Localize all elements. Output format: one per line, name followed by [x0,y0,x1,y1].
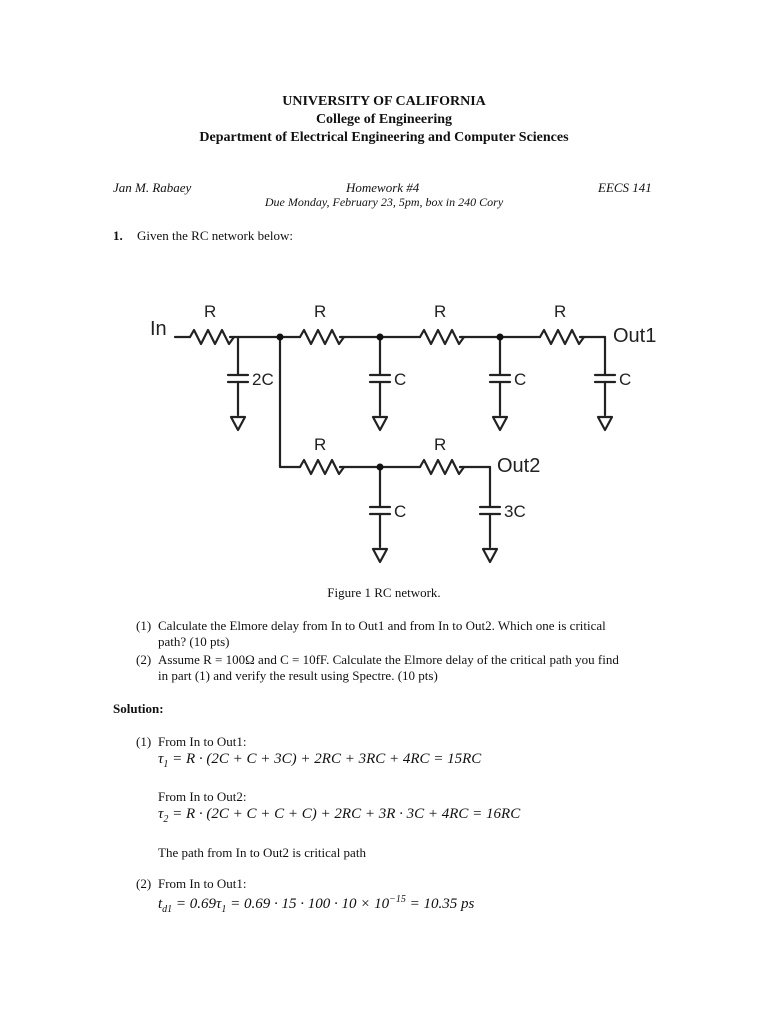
problem-intro: Given the RC network below: [137,228,293,243]
solution-1b-text: From In to Out2: [158,789,247,804]
university-title: UNIVERSITY OF CALIFORNIA [282,94,486,109]
capacitor-label-c: C [514,370,527,389]
solution-1-label: (1) [136,734,152,749]
due-date: Due Monday, February 23, 5pm, box in 240 Cory [264,195,504,209]
critical-path-statement: The path from In to Out2 is critical path [158,845,366,860]
rc-network-diagram [140,295,680,580]
resistor-1 [190,330,234,344]
resistor-4 [540,330,584,344]
part-2-line1: Assume R = 100Ω and C = 10fF. Calculate the Elmore delay of the critical path you find [158,652,619,667]
out1-label: Out1 [613,325,657,347]
part-1-line1: Calculate the Elmore delay from In to Out1 and from In to Out2. Which one is critical [158,618,606,633]
college-title: College of Engineering [315,112,453,127]
resistor-label: R [434,435,447,454]
part-2-label: (2) [136,652,152,667]
solution-2-text: From In to Out1: [158,876,247,891]
part-1-line2: path? (10 pts) [158,634,230,649]
capacitor-label-2c: 2C [252,370,274,389]
equation-tau2: $\tau_2 = R \cdot (2C + C + C + C) + 2RC + 3R \cdot 3C + 4RC = 16RC$ [158,806,521,825]
out2-label: Out2 [497,455,541,477]
equation-td1: $t_{d1} = 0.69\tau_1 = 0.69 \cdot 15 \cdot 100 \cdot 10 \times 10^{-15} = 10.35$ ps [158,894,475,915]
department-title: Department of Electrical Engineering and Computer Sciences [199,130,569,145]
resistor-5 [300,460,344,474]
problem-number: 1. [113,228,123,243]
solution-2-label: (2) [136,876,152,891]
capacitor-label-c: C [619,370,632,389]
resistor-6 [420,460,464,474]
resistor-label: R [314,435,327,454]
solution-1-text: From In to Out1: [158,734,247,749]
assignment-title: Homework #4 [346,180,420,195]
capacitor-label-c: C [394,502,407,521]
resistor-2 [300,330,344,344]
resistor-label: R [314,302,327,321]
in-label: In [150,318,167,340]
figure-caption: Figure 1 RC network. [327,585,441,600]
resistor-3 [420,330,464,344]
resistor-label: R [434,302,447,321]
equation-tau1: $\tau_1 = R \cdot (2C + C + 3C) + 2RC + 3RC + 4RC = 15RC$ [158,751,482,770]
resistor-label: R [554,302,567,321]
resistor-label: R [204,302,217,321]
solution-heading: Solution: [113,701,164,716]
part-2-line2: in part (1) and verify the result using Spectre. (10 pts) [158,668,438,683]
course-code: EECS 141 [598,180,652,195]
capacitor-label-3c: 3C [504,502,526,521]
capacitor-label-c: C [394,370,407,389]
author: Jan M. Rabaey [113,180,192,195]
part-1-label: (1) [136,618,152,633]
